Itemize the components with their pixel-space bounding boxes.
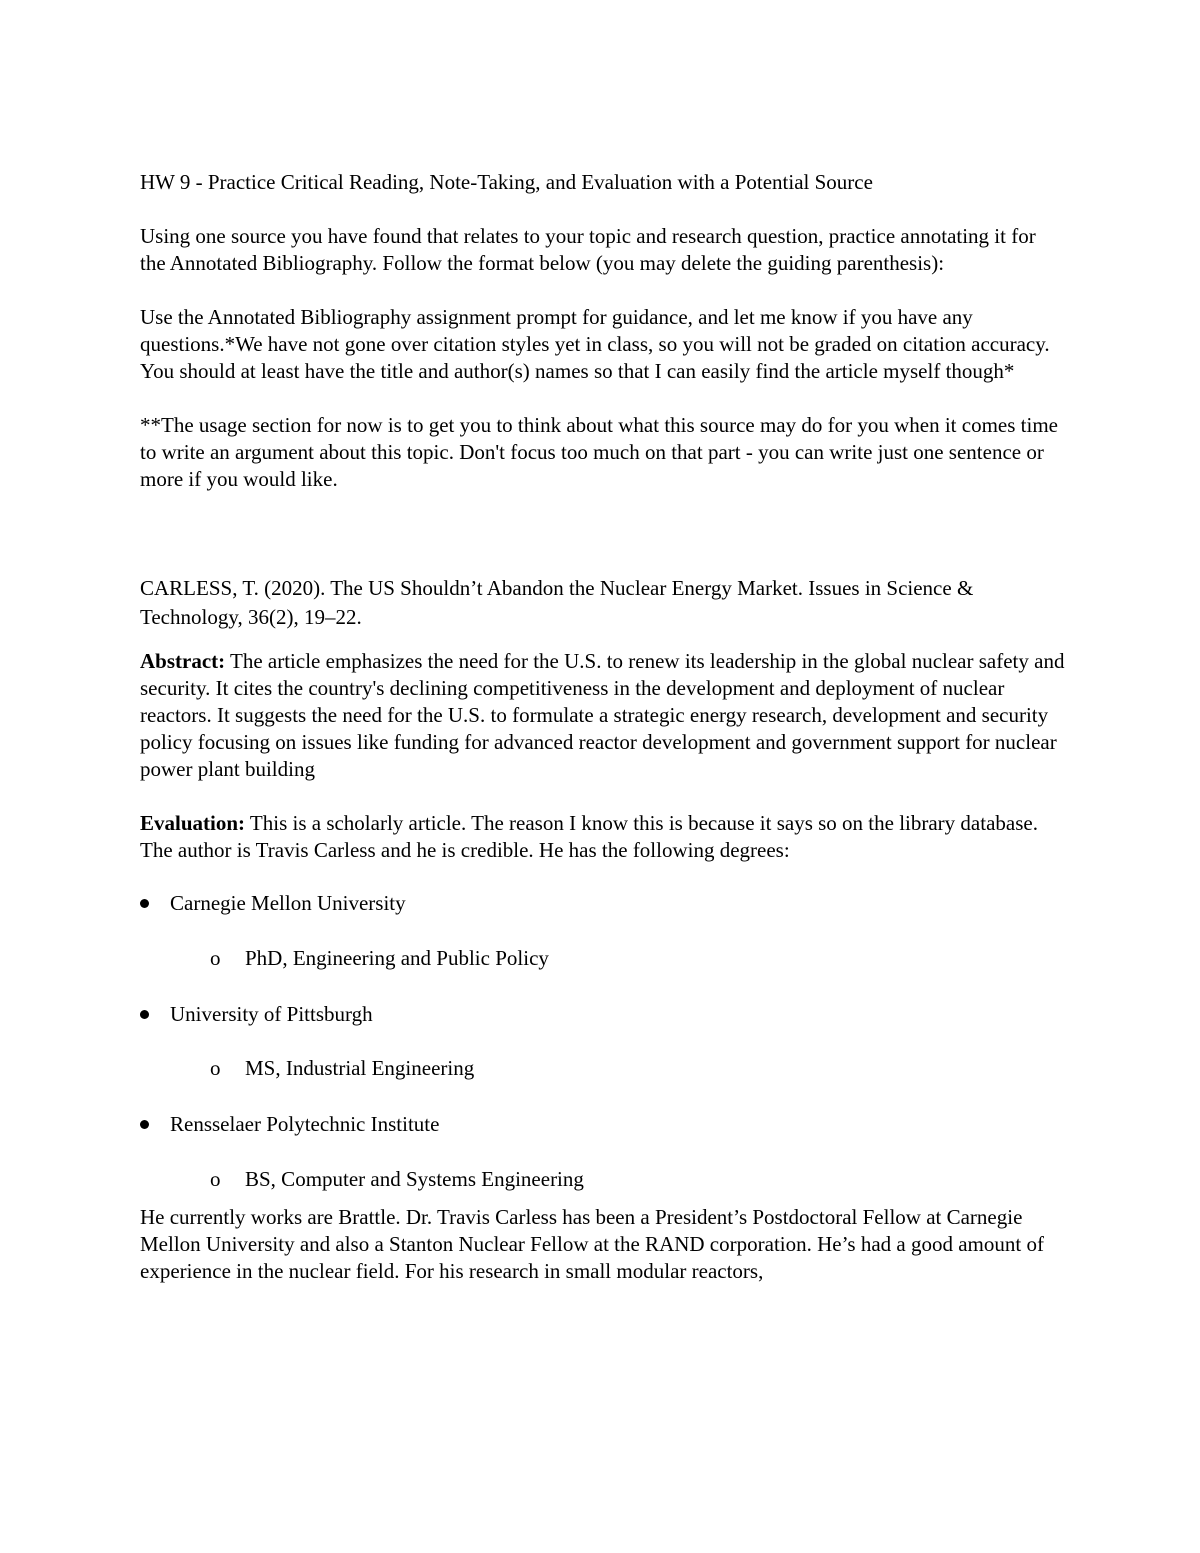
document-page [140, 169, 1065, 1285]
degree-title: BS, Computer and Systems Engineering [245, 1167, 584, 1191]
citation: CARLESS, T. (2020). The US Shouldn’t Abandon the Nuclear Energy Market. Issues in Science & Technology, 36(2), 19–22. [140, 576, 974, 629]
degree-school: Rensselaer Polytechnic Institute [170, 1112, 440, 1136]
list-item [170, 1111, 439, 1138]
list-item [210, 1055, 475, 1082]
list-item [210, 945, 549, 972]
sub-bullet-icon: o [210, 1056, 221, 1080]
evaluation-text: This is a scholarly article. The reason I know this is because it says so on the library database. The author is Travis Carless and he is credible. He has the following degrees: [140, 811, 1038, 862]
evaluation-paragraph [140, 810, 1065, 864]
bullet-icon [140, 1010, 149, 1019]
degree-title: MS, Industrial Engineering [245, 1056, 475, 1080]
evaluation-label: Evaluation: [140, 811, 246, 835]
sub-bullet-icon: o [210, 946, 221, 970]
degree-list [140, 890, 1065, 1196]
list-item [170, 1001, 373, 1028]
list-item [170, 890, 406, 917]
degree-school: University of Pittsburgh [170, 1002, 373, 1026]
bullet-icon [140, 899, 149, 908]
closing-paragraph: He currently works are Brattle. Dr. Travis Carless has been a President’s Postdoctoral Fellow at Carnegie Mellon University and also a Stanton Nuclear Fellow at the RAND corporation. He’s had a good amount of experience in the nuclear field. For his research in small modular reactors, [140, 1205, 1044, 1283]
list-item [210, 1166, 584, 1193]
degree-title: PhD, Engineering and Public Policy [245, 946, 549, 970]
intro-paragraph: Using one source you have found that relates to your topic and research question, practice annotating it for the Annotated Bibliography. Follow the format below (you may delete the guiding parenthesis): [140, 224, 1036, 275]
sub-bullet-icon: o [210, 1167, 221, 1191]
usage-paragraph: **The usage section for now is to get you to think about what this source may do for you when it comes time to write an argument about this topic. Don't focus too much on that part - you can write just one sentence or more if you would like. [140, 413, 1058, 491]
document-title: HW 9 - Practice Critical Reading, Note-Taking, and Evaluation with a Potential Source [140, 170, 873, 194]
degree-school: Carnegie Mellon University [170, 891, 406, 915]
bullet-icon [140, 1120, 149, 1129]
guidance-paragraph: Use the Annotated Bibliography assignment prompt for guidance, and let me know if you have any questions.*We have not gone over citation styles yet in class, so you will not be graded on citation accuracy. You should at least have the title and author(s) names so that I can easily find the article myself though* [140, 305, 1050, 383]
abstract-label: Abstract: [140, 649, 226, 673]
abstract-text: The article emphasizes the need for the U.S. to renew its leadership in the global nuclear safety and security. It cites the country's declining competitiveness in the development and deployment of nuclear reactors. It suggests the need for the U.S. to formulate a strategic energy research, development and security policy focusing on issues like funding for advanced reactor development and government support for nuclear power plant building [140, 649, 1065, 781]
abstract-paragraph [140, 648, 1065, 783]
